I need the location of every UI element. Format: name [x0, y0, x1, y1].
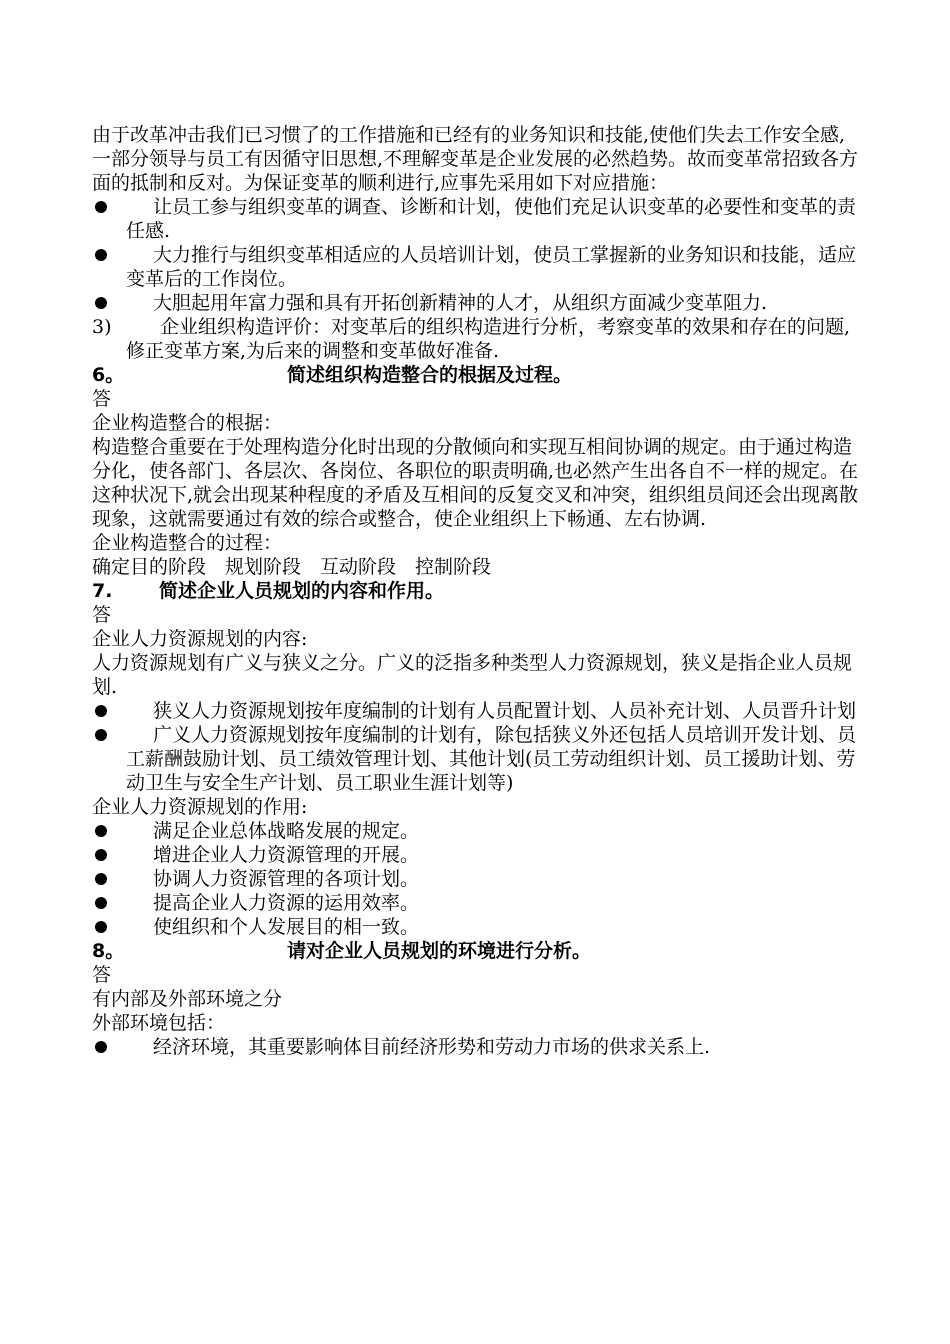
- bullet-icon: [95, 705, 107, 717]
- bullet-icon: [95, 201, 107, 213]
- numbered-step: 3) 企业组织构造评价：对变革后的组织构造进行分析，考察变革的效果和存在的问题,修正变革方案,为后来的调整和变革做好准备.: [92, 316, 851, 362]
- list-item: 让员工参与组织变革的调查、诊断和计划，使他们充足认识变革的必要性和变革的责任感.: [92, 195, 862, 243]
- process-steps: 确定目的阶段 规划阶段 互动阶段 控制阶段: [92, 556, 492, 578]
- question-heading: 6。 简述组织构造整合的根据及过程。: [92, 364, 573, 386]
- bullet-icon: [95, 249, 107, 261]
- list-item: 经济环境，其重要影响体目前经济形势和劳动力市场的供求关系上.: [92, 1035, 862, 1059]
- section-label: 企业构造整合的根据：: [92, 412, 283, 434]
- list-item: 大胆起用年富力强和具有开拓创新精神的人才，从组织方面减少变革阻力.: [92, 291, 862, 315]
- bullet-icon: [95, 873, 107, 885]
- answer-label: 答: [92, 964, 112, 986]
- intro-paragraph: 由于改革冲击我们已习惯了的工作措施和已经有的业务知识和技能,使他们失去工作安全感,一部分领导与员工有因循守旧思想,不理解变革是企业发展的必然趋势。故而变革常招致各方面的抵制和反对。为保证变革的顺利进行,应事先采用如下对应措施：: [92, 124, 859, 194]
- bullet-icon: [95, 297, 107, 309]
- bullet-icon: [95, 921, 107, 933]
- list-item: 狭义人力资源规划按年度编制的计划有人员配置计划、人员补充计划、人员晋升计划: [92, 699, 862, 723]
- bullet-icon: [95, 825, 107, 837]
- answer-label: 答: [92, 604, 112, 626]
- bullet-icon: [95, 897, 107, 909]
- document-body: [92, 123, 862, 1059]
- list-item: 提高企业人力资源的运用效率。: [92, 891, 862, 915]
- bullet-icon: [95, 849, 107, 861]
- bullet-icon: [95, 1041, 107, 1053]
- list-item: 满足企业总体战略发展的规定。: [92, 819, 862, 843]
- list-item: 广义人力资源规划按年度编制的计划有，除包括狭义外还包括人员培训开发计划、员工薪酬鼓励计划、员工绩效管理计划、其他计划(员工劳动组织计划、员工援助计划、劳动卫生与安全生产计划、员工职业生涯计划等): [92, 723, 862, 795]
- question-heading: 7. 简述企业人员规划的内容和作用。: [92, 580, 445, 602]
- section-label: 企业构造整合的过程：: [92, 532, 283, 554]
- list-item: 协调人力资源管理的各项计划。: [92, 867, 862, 891]
- answer-label: 答: [92, 388, 112, 410]
- paragraph: 人力资源规划有广义与狭义之分。广义的泛指多种类型人力资源规划，狭义是指企业人员规划.: [92, 652, 853, 698]
- paragraph: 有内部及外部环境之分: [92, 988, 283, 1010]
- list-item: 增进企业人力资源管理的开展。: [92, 843, 862, 867]
- question-heading: 8。 请对企业人员规划的环境进行分析。: [92, 940, 592, 962]
- paragraph: 构造整合重要在于处理构造分化时出现的分散倾向和实现互相间协调的规定。由于通过构造分化，使各部门、各层次、各岗位、各职位的职责明确,也必然产生出各自不一样的规定。在这种状况下,就会出现某种程度的矛盾及互相间的反复交叉和冲突，组织组员间还会出现离散现象，这就需要通过有效的综合或整合，使企业组织上下畅通、左右协调.: [92, 436, 859, 530]
- section-label: 外部环境包括：: [92, 1012, 226, 1034]
- section-label: 企业人力资源规划的作用:: [92, 796, 308, 818]
- list-item: 大力推行与组织变革相适应的人员培训计划，使员工掌握新的业务知识和技能，适应变革后的工作岗位。: [92, 243, 862, 291]
- list-item: 使组织和个人发展目的相一致。: [92, 915, 862, 939]
- bullet-icon: [95, 729, 107, 741]
- section-label: 企业人力资源规划的内容:: [92, 628, 308, 650]
